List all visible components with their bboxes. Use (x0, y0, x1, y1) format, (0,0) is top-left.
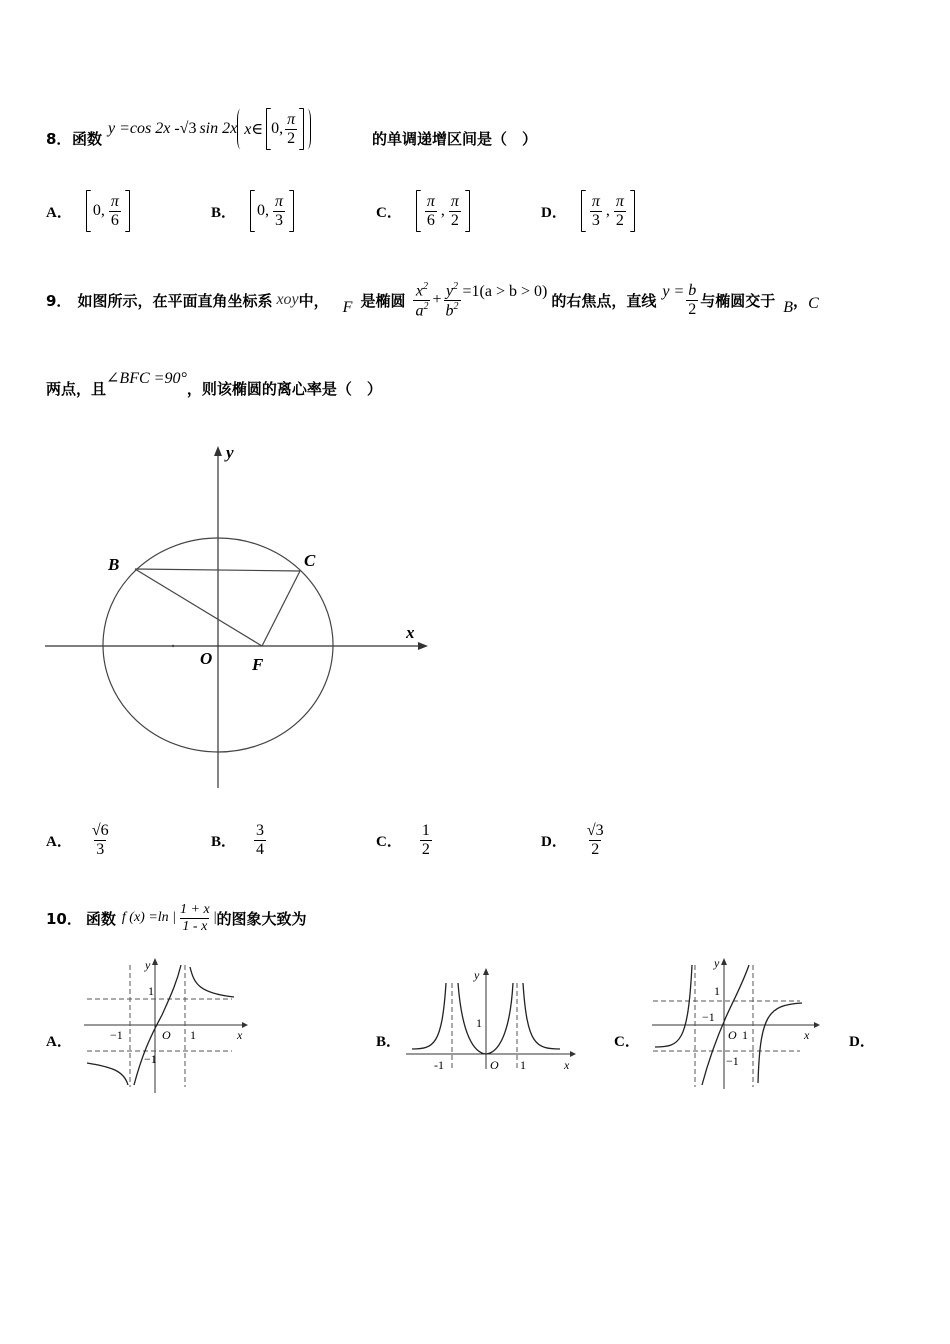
q9-ellipse-eq: $\frac{x^2}{a^2}$ + $\frac{y^2}{b^2}$ =1(a > b > 0) (415, 280, 548, 319)
neg-one-x-label: -1 (434, 1058, 444, 1072)
bracket-left (86, 190, 91, 232)
interval (250, 190, 294, 232)
y-axis-arrow (721, 958, 727, 965)
x-label: x (237, 1028, 243, 1042)
q9-line1 (46, 272, 819, 328)
q8-label: 函数 (72, 130, 103, 148)
q8-domain-x: x∈ (244, 121, 264, 138)
x-label: x (564, 1058, 570, 1072)
q8-option-d[interactable] (541, 186, 635, 236)
bracket-right (125, 190, 130, 232)
q9-text5: 与椭圆交于 (700, 291, 776, 310)
x-axis-arrow (418, 642, 428, 650)
one-x-label: 1 (190, 1028, 196, 1042)
b-var: b (445, 301, 454, 319)
q9-angle: ∠BFC =90° (106, 370, 187, 387)
q10-graph-b[interactable] (404, 965, 584, 1075)
q9-text2: 中， (298, 291, 329, 310)
q9-option-a[interactable] (46, 814, 113, 866)
q10-den: 1 - x (182, 918, 208, 934)
q9-option-d[interactable] (541, 814, 608, 866)
q9-C: C (808, 295, 819, 312)
line-b: b (688, 281, 697, 299)
curve-left (87, 1063, 128, 1085)
q9-text3: 是椭圆 (360, 291, 406, 310)
option-label: D． (541, 204, 567, 221)
option-label: D． (541, 833, 567, 850)
q9-eq-rhs: =1(a > b > 0) (462, 283, 548, 300)
origin-label: O (490, 1058, 499, 1072)
option-den: 2 (591, 840, 600, 858)
option-label: A． (46, 833, 72, 850)
line-y: y = (662, 283, 685, 300)
x-label: x (804, 1028, 810, 1042)
bracket-left (581, 190, 586, 232)
interval-hi-den: 3 (275, 211, 284, 229)
interval-lo-num: π (426, 192, 435, 210)
y-axis-arrow (483, 968, 489, 975)
q8-domain-frac (285, 111, 297, 147)
curve-right (190, 967, 234, 997)
line-2: 2 (688, 300, 697, 318)
option-den: 3 (96, 840, 105, 858)
q9-option-b[interactable] (211, 814, 268, 866)
x-axis-label: x (406, 623, 415, 642)
interval-lo-den: 3 (591, 211, 600, 229)
q8-domain-lo: 0, (271, 120, 284, 137)
q8-suffix: 的单调递增区间是（ ） (372, 130, 538, 148)
interval-lo-den: 6 (426, 211, 435, 229)
q10-label: 函数 (85, 909, 116, 928)
q8-option-a[interactable] (46, 186, 130, 236)
q8-formula (108, 104, 311, 154)
interval-hi-num: π (110, 192, 119, 210)
origin-label: O (162, 1028, 171, 1042)
left-focus-dot (172, 645, 174, 647)
interval-hi-den: 2 (450, 211, 459, 229)
q9-F: F (342, 299, 353, 316)
option-label: B． (211, 833, 237, 850)
q9-B: B (783, 299, 794, 316)
segment-cf (262, 571, 300, 646)
q8-option-c[interactable] (376, 186, 470, 236)
curve-left (412, 983, 446, 1049)
option-num: 3 (256, 821, 265, 839)
curve-right (523, 983, 560, 1049)
q10-graph-a[interactable] (82, 955, 252, 1100)
y-label: y (145, 958, 151, 972)
bracket-right (630, 190, 635, 232)
q8-two: 2 (287, 129, 296, 147)
x-var: x (415, 281, 424, 299)
bracket-right (465, 190, 470, 232)
point-b-label: B (108, 555, 120, 574)
neg-one-b-label: −1 (726, 1054, 739, 1068)
q10-number: 10． (46, 909, 82, 928)
interval-hi-den: 6 (110, 211, 119, 229)
interval-lo: 0, (257, 202, 270, 219)
q10-option-c[interactable]: C． (614, 1034, 640, 1050)
q10-bar: | (213, 910, 217, 925)
q9-comma: ， (793, 291, 809, 310)
q9-xoy: xoy (276, 291, 299, 308)
q9-number: 9． (46, 291, 72, 310)
q8-sin: sin 2x (199, 120, 238, 137)
interval-hi-num: π (275, 192, 284, 210)
one-x-label: 1 (520, 1058, 526, 1072)
segment-bf (135, 569, 262, 646)
one-y-label: 1 (476, 1016, 482, 1030)
bracket-left (250, 190, 255, 232)
option-label: A． (46, 204, 72, 221)
interval-hi-den: 2 (615, 211, 624, 229)
interval-lo: 0, (92, 202, 105, 219)
one-x-label: 1 (742, 1028, 748, 1042)
q8-paren-right (304, 109, 311, 149)
q10-line (46, 896, 307, 940)
q10-formula (122, 902, 217, 934)
curve-right (758, 1003, 802, 1083)
q10-suffix: 的图象大致为 (216, 909, 307, 928)
q10-fx: f (x) =ln | (121, 910, 177, 925)
bracket-right (289, 190, 294, 232)
q9-option-c[interactable] (376, 814, 434, 866)
x-axis-arrow (814, 1022, 820, 1028)
bracket-left (416, 190, 421, 232)
interval (86, 190, 130, 232)
neg-one-y-label: −1 (144, 1052, 157, 1066)
interval-lo-num: π (591, 192, 600, 210)
option-label: B． (211, 204, 237, 221)
q10-num: 1 + x (180, 902, 210, 918)
q8-lhs: y =cos 2x - (108, 120, 180, 137)
option-num: 1 (421, 821, 430, 839)
y-axis-label: y (226, 443, 234, 462)
q9-text7: ，则该椭圆的离心率是（ ） (186, 379, 382, 398)
q9-text6: 两点，且 (46, 379, 107, 398)
q9-line-eq (662, 282, 700, 318)
q8-option-b[interactable] (211, 186, 294, 236)
one-y-label: 1 (714, 984, 720, 998)
curve-left (655, 965, 692, 1047)
origin-label: O (200, 649, 213, 668)
q10-graph-c[interactable] (650, 955, 830, 1095)
option-den: 4 (256, 840, 265, 858)
x-axis-arrow (242, 1022, 248, 1028)
q10-option-d[interactable]: D． (849, 1034, 875, 1050)
y-var: y (445, 281, 454, 299)
q10-option-a[interactable]: A． (46, 1034, 72, 1050)
neg-one-a-label: −1 (702, 1010, 715, 1024)
q9-text4: 的右焦点，直线 (551, 291, 657, 310)
q8-pi: π (287, 110, 296, 128)
point-c-label: C (304, 551, 316, 570)
q9-ellipse-figure (40, 440, 430, 800)
y-label: y (714, 956, 720, 970)
q9-line2 (46, 368, 382, 408)
q8-sqrt3: √3 (179, 120, 197, 137)
q8-number: 8． (46, 130, 72, 148)
q10-option-b[interactable]: B． (376, 1034, 402, 1050)
y-axis-arrow (214, 446, 222, 456)
interval-hi-num: π (450, 192, 459, 210)
option-label: C． (376, 833, 402, 850)
interval: $\frac{\pi}{6}$ , $\frac{\pi}{2}$ (416, 190, 470, 232)
y-label: y (474, 968, 480, 982)
a-var: a (415, 301, 424, 319)
option-label: C． (376, 204, 402, 221)
x-axis-arrow (570, 1051, 576, 1057)
origin-label: O (728, 1028, 737, 1042)
one-y-label: 1 (148, 984, 154, 998)
neg-one-x-label: −1 (110, 1028, 123, 1042)
q9-text1: 如图所示，在平面直角坐标系 (77, 291, 273, 310)
interval-hi-num: π (615, 192, 624, 210)
y-axis-arrow (152, 958, 158, 965)
plus-sign: + (432, 291, 442, 308)
option-num: √3 (586, 821, 604, 839)
interval: $\frac{\pi}{3}$ , $\frac{\pi}{2}$ (581, 190, 635, 232)
option-den: 2 (421, 840, 430, 858)
point-f-label: F (252, 655, 264, 674)
option-num: √6 (91, 821, 109, 839)
